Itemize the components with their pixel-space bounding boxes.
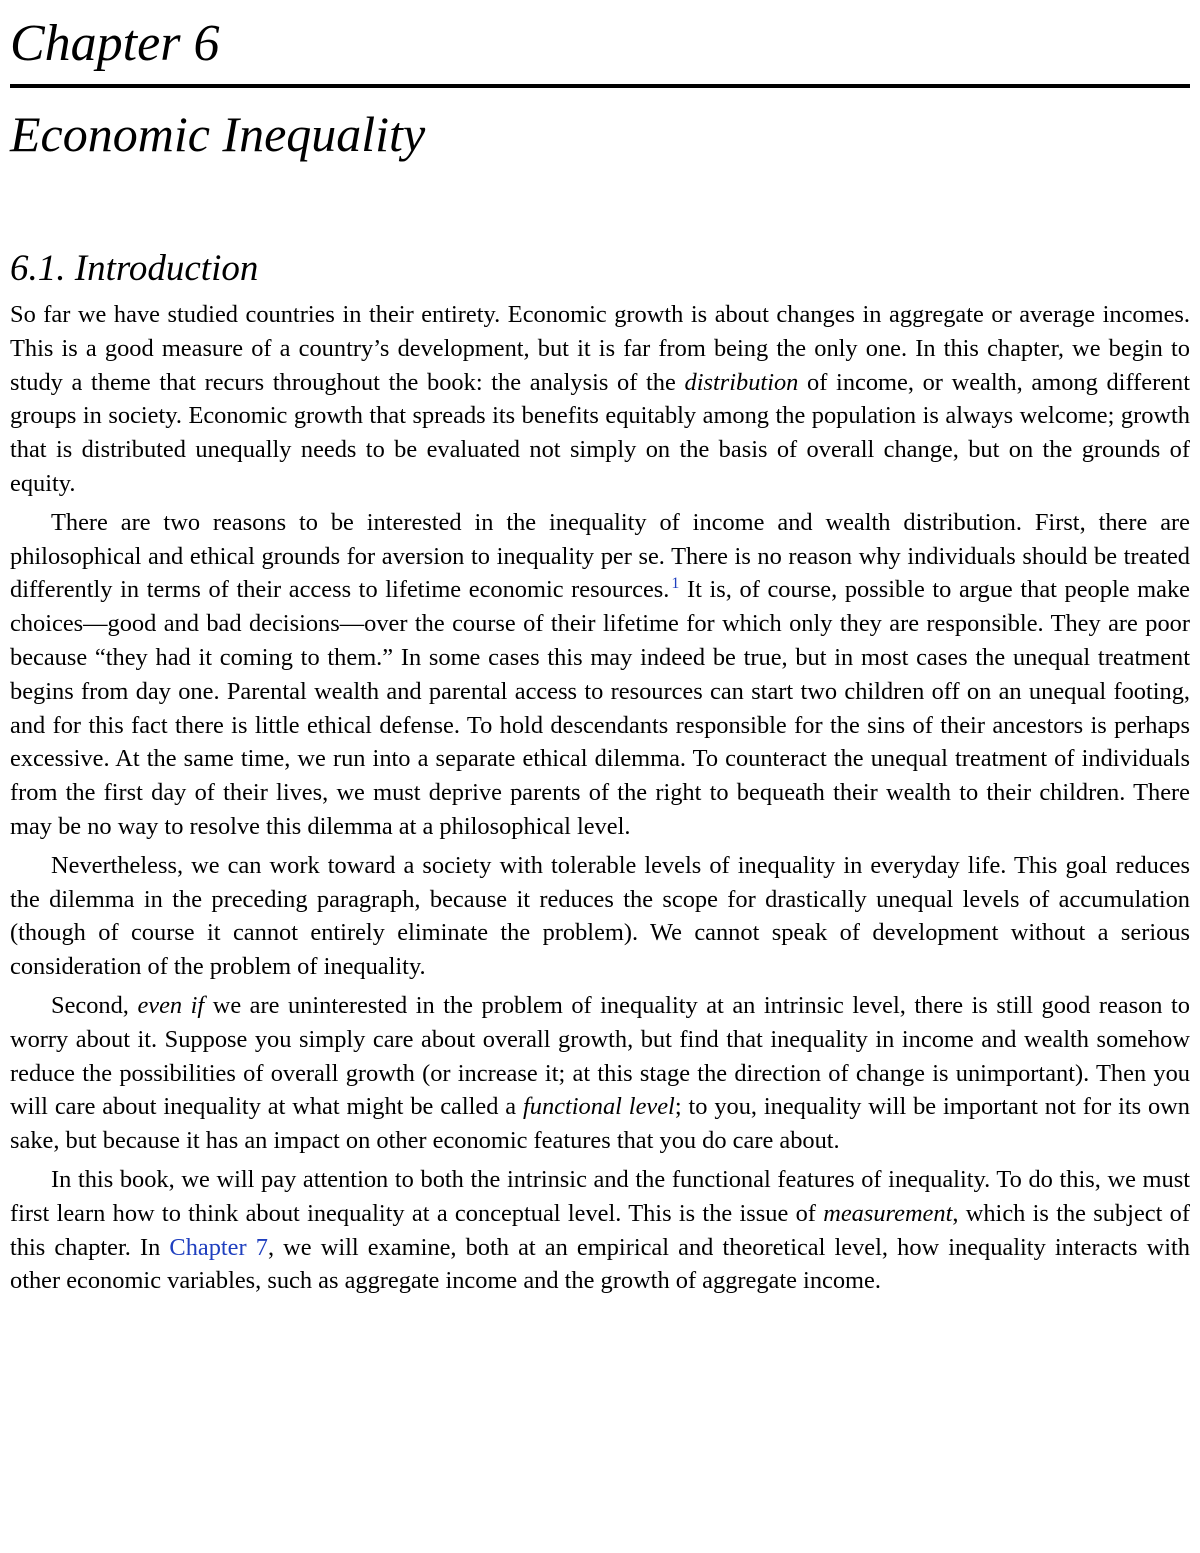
paragraph-4-text-c: ; to you, inequality will be important not for its own sake, but because it has an impact on other economic features that you do care about. — [10, 1093, 1190, 1155]
chapter-divider-rule — [10, 84, 1190, 88]
paragraph-1-text-a: So far we have studied countries in their entirety. Economic growth is about changes in aggregate or average incomes. This is a good measure of a country’s development, but it is far from being the only one. In this chapter, we begin to study a theme that recurs throughout the book: the analysis of the — [10, 301, 1190, 396]
paragraph-3 — [10, 849, 1190, 984]
body-text — [10, 298, 1190, 1303]
footnote-ref-1[interactable]: 1 — [671, 575, 680, 593]
paragraph-5-text-c: , we will examine, both at an empirical and theoretical level, how inequality interacts with other economic variables, such as aggregate income and the growth of aggregate income. — [10, 1233, 1190, 1295]
paragraph-1-emphasis: distribution — [684, 368, 799, 396]
paragraph-3-text: Nevertheless, we can work toward a society with tolerable levels of inequality in everyday life. This goal reduces the dilemma in the preceding paragraph, because it reduces the scope for drastically unequal levels of accumulation (though of course it cannot entirely eliminate the problem). We cannot speak of development without a serious consideration of the problem of inequality. — [10, 851, 1190, 981]
paragraph-4-text-a: Second, — [51, 991, 138, 1019]
paragraph-4-emphasis-2: functional level — [523, 1093, 675, 1121]
paragraph-4 — [10, 989, 1190, 1158]
paragraph-5-text-b: , which is the subject of this chapter. In — [10, 1199, 1190, 1261]
paragraph-4-text-b: we are uninterested in the problem of inequality at an intrinsic level, there is still good reason to worry about it. Suppose you simply care about overall growth, but find that inequality in income and wealth somehow reduce the possibilities of overall growth (or increase it; at this stage the direction of change is unimportant). Then you will care about inequality at what might be called a — [10, 991, 1190, 1121]
paragraph-4-emphasis-1: even if — [137, 991, 205, 1019]
chapter-label: Chapter 6 — [10, 15, 220, 72]
paragraph-2-text-a: There are two reasons to be interested in the inequality of income and wealth distribution. First, there are philosophical and ethical grounds for aversion to inequality per se. There is no reason why individuals should be treated differently in terms of their access to lifetime economic resources. — [10, 508, 1190, 604]
chapter-title: Economic Inequality — [10, 106, 426, 162]
paragraph-1-text-b: of income, or wealth, among different groups in society. Economic growth that spreads its benefits equitably among the population is always welcome; growth that is distributed unequally needs to be evaluated not simply on the basis of overall change, but on the grounds of equity. — [10, 368, 1190, 497]
paragraph-5 — [10, 1163, 1190, 1298]
paragraph-2-text-b: It is, of course, possible to argue that people make choices—good and bad decisions—over the course of their lifetime for which only they are responsible. They are poor because “they had it coming to them.” In some cases this may indeed be true, but in most cases the unequal treatment begins from day one. Parental wealth and parental access to resources can start two children off on an unequal footing, and for this fact there is little ethical defense. To hold descendants responsible for the sins of their ancestors is perhaps excessive. At the same time, we run into a separate ethical dilemma. To counteract the unequal treatment of individuals from the first day of their lives, we must deprive parents of the right to bequeath their wealth to their children. There may be no way to resolve this dilemma at a philosophical level. — [10, 576, 1190, 840]
paragraph-2 — [10, 506, 1190, 844]
paragraph-5-text-a: In this book, we will pay attention to both the intrinsic and the functional features of inequality. To do this, we must first learn how to think about inequality at a conceptual level. This is the issue of — [10, 1165, 1190, 1227]
paragraph-1 — [10, 298, 1190, 501]
section-heading: 6.1. Introduction — [10, 248, 259, 289]
paragraph-5-emphasis: measurement — [823, 1199, 953, 1227]
chapter-7-link[interactable]: Chapter 7 — [169, 1233, 268, 1261]
